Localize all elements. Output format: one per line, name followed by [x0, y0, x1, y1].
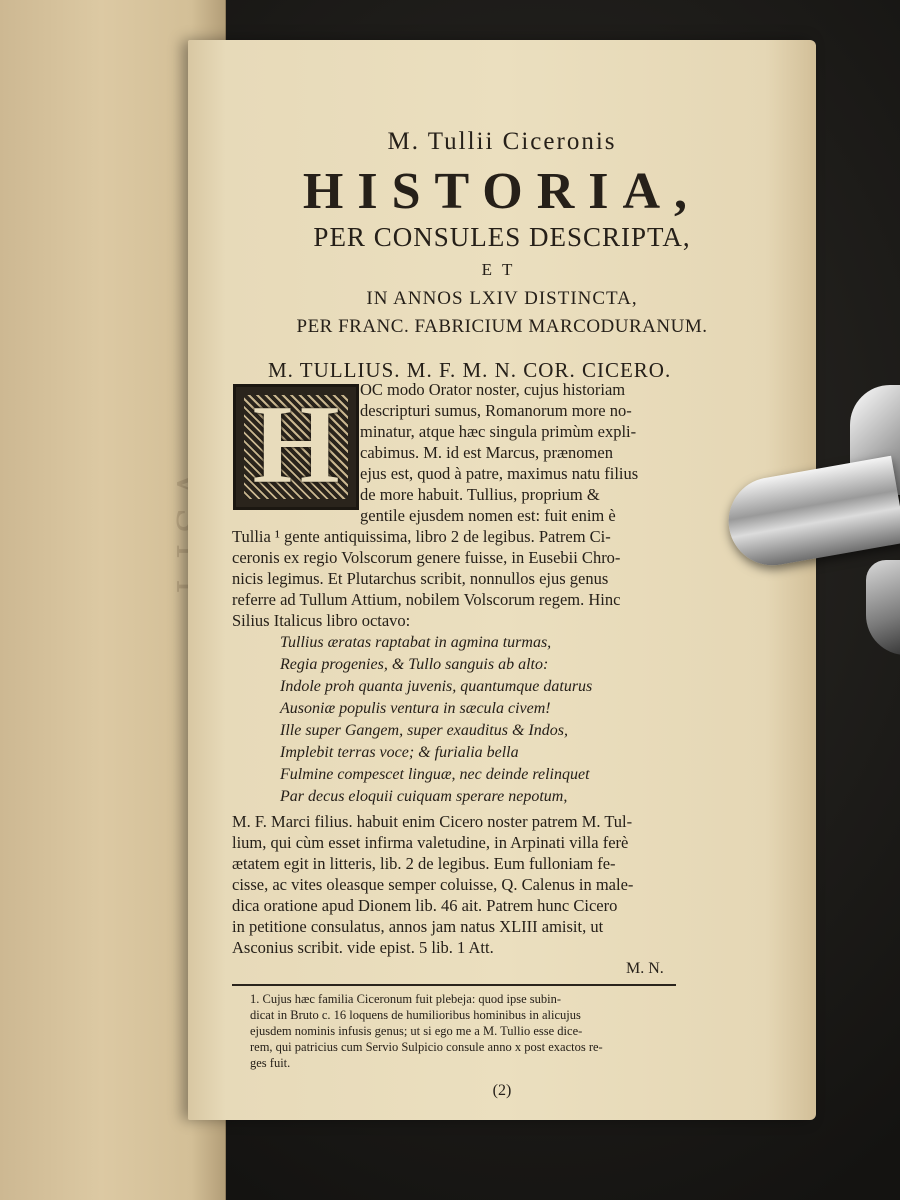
title-editor: PER FRANC. FABRICIUM MARCODURANUM. [296, 316, 708, 337]
decorated-initial [233, 384, 359, 510]
footnote-line: dicat in Bruto c. 16 loquens de humilioribus hominibus in alicujus [250, 1008, 581, 1022]
verse-line: Regia progenies, & Tullo sanguis ab alto: [280, 656, 549, 673]
title-author: M. Tullii Ciceronis [387, 128, 617, 155]
catchword: M. N. [626, 960, 664, 977]
title-conjunction: ET [481, 260, 523, 279]
verse-line: Implebit terras voce; & furialia bella [280, 744, 519, 761]
footnote-line: rem, qui patricius cum Servio Sulpicio consule anno x post exactos re- [250, 1040, 603, 1054]
page-number: (2) [492, 1082, 512, 1099]
verse-line: Tullius æratas raptabat in agmina turmas, [280, 634, 552, 651]
body-line: ætatem egit in litteris, lib. 2 de legibus. Eum fulloniam fe- [232, 854, 616, 873]
body-line: de more habuit. Tullius, proprium & [360, 485, 600, 504]
verse-line: Fulmine compescet linguæ, nec deinde relinquet [280, 766, 590, 783]
verse-line: Ille super Gangem, super exauditus & Indos, [280, 722, 568, 739]
footnote-rule [232, 984, 676, 986]
body-line: in petitione consulatus, annos jam natus XLIII amisit, ut [232, 917, 604, 936]
body-line: minatur, atque hæc singula primùm expli- [360, 422, 637, 441]
footnote-line: 1. Cujus hæc familia Ciceronum fuit plebeja: quod ipse subin- [250, 992, 562, 1006]
title-subtitle: PER CONSULES DESCRIPTA, [313, 222, 691, 252]
body-line: cabimus. M. id est Marcus, prænomen [360, 443, 613, 462]
body-line: lium, qui cùm esset infirma valetudine, in Arpinati villa ferè [232, 833, 629, 852]
body-line: Asconius scribit. vide epist. 5 lib. 1 Att. [232, 938, 494, 957]
title-main: HISTORIA, [302, 163, 702, 220]
body-line: Silius Italicus libro octavo: [232, 611, 411, 630]
body-line: gentile ejusdem nomen est: fuit enim è [360, 506, 616, 525]
body-line: descripturi sumus, Romanorum more no- [360, 401, 632, 420]
body-line: cisse, ac vites oleasque semper coluisse, Q. Calenus in male- [232, 875, 634, 894]
body-line: ejus est, quod à patre, maximus natu filius [360, 464, 639, 483]
footnote-line: ejusdem nominis infusis genus; ut si ego me a M. Tullio esse dice- [250, 1024, 583, 1038]
body-line: OC modo Orator noster, cujus historiam [360, 380, 626, 399]
body-line: Tullia ¹ gente antiquissima, libro 2 de legibus. Patrem Ci- [232, 527, 611, 546]
initial-letter: H [252, 383, 340, 507]
body-line: ceronis ex regio Volscorum genere fuisse, in Eusebii Chro- [232, 548, 621, 567]
verse-line: Par decus eloquii cuiquam sperare nepotum, [280, 788, 568, 805]
section-heading: M. TULLIUS. M. F. M. N. COR. CICERO. [268, 358, 672, 382]
body-line: nicis legimus. Et Plutarchus scribit, nonnullos ejus genus [232, 569, 609, 588]
verse-line: Indole proh quanta juvenis, quantumque daturus [280, 678, 593, 695]
body-line: dica oratione apud Dionem lib. 46 ait. Patrem hunc Cicero [232, 896, 618, 915]
body-line: referre ad Tullum Attium, nobilem Volscorum regem. Hinc [232, 590, 621, 609]
verse-line: Ausoniæ populis ventura in sæcula civem! [280, 700, 551, 717]
footnote-line: ges fuit. [250, 1056, 291, 1070]
body-line: M. F. Marci filius. habuit enim Cicero noster patrem M. Tul- [232, 812, 633, 831]
title-years: IN ANNOS LXIV DISTINCTA, [366, 288, 638, 309]
